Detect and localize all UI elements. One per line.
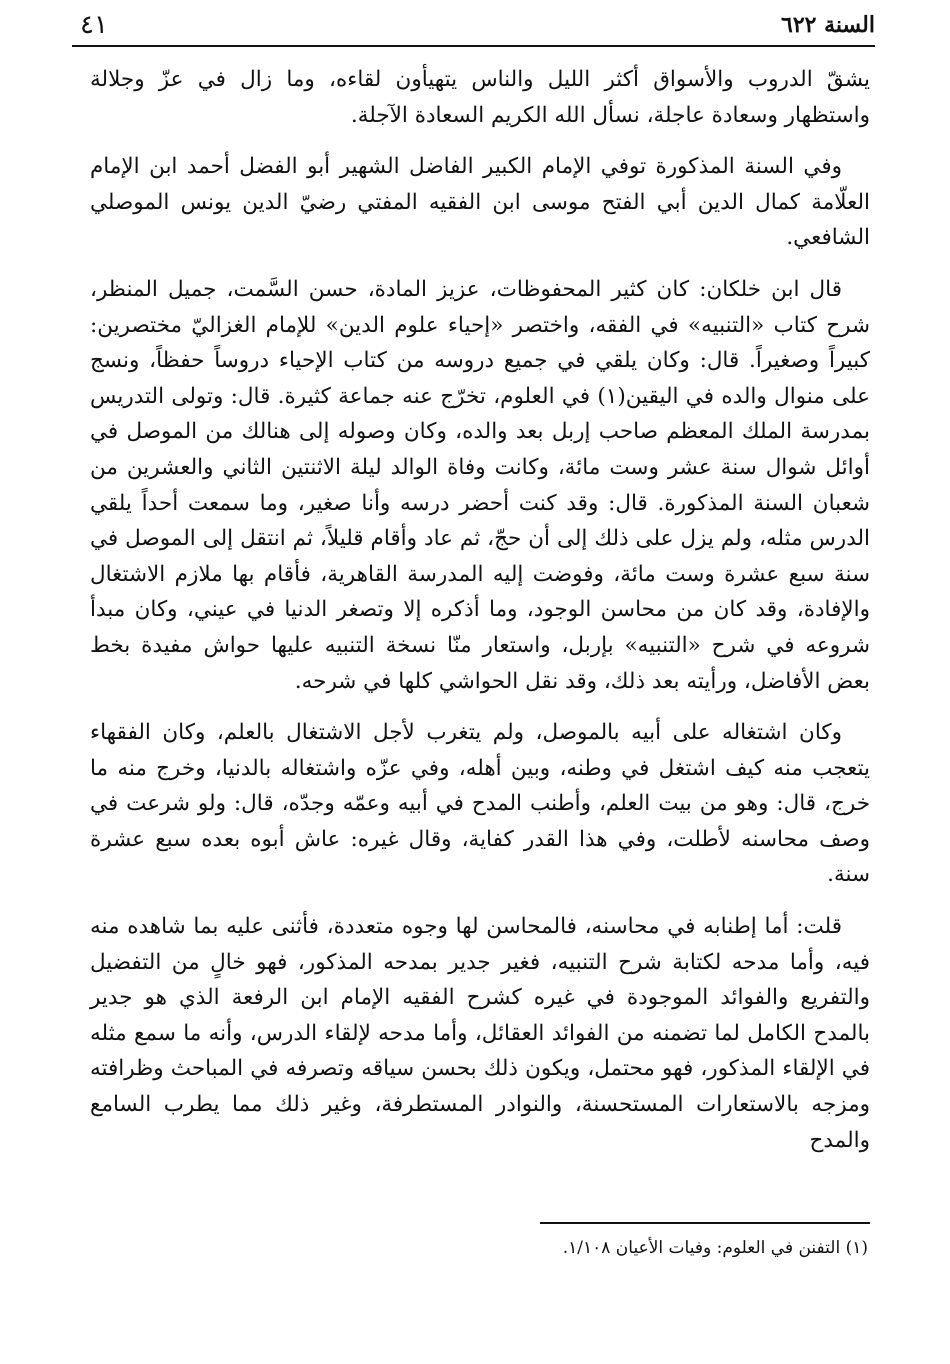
paragraph: وكان اشتغاله على أبيه بالموصل، ولم يتغرب لأجل الاشتغال بالعلم، وكان الفقهاء يتعجب منه كيف اشتغل في وطنه، وبين أهله، وفي عزّه واشتغاله بالدنيا، وخرج منه ما خرج، قال: وهو من بيت العلم، وأطنب المدح في أبيه وعمّه وجدّه، قال: ولو شرعت في وصف محاسنه لأطلت، وفي هذا القدر كفاية، وقال غيره: عاش أبوه بعده سبع عشرة سنة. (90, 720, 870, 888)
header-rule (72, 45, 875, 47)
paragraph: قال ابن خلكان: كان كثير المحفوظات، عزيز المادة، حسن السَّمت، جميل المنظر، شرح كتاب «التنبيه» في الفقه، واختصر «إحياء علوم الدين» للإمام الغزاليّ مختصرين: كبيراً وصغيراً. قال: وكان يلقي في جميع دروسه من كتاب الإحياء دروساً حفظاً، ونسج على منوال والده في اليقين(١) في العلوم، تخرّج عنه جماعة كثيرة. قال: وتولى التدريس بمدرسة الملك المعظم صاحب إربل بعد والده، وكان وصوله إلى هنالك من الموصل في أوائل شوال سنة عشر وست مائة، وكانت وفاة الوالد ليلة الاثنتين الثاني والعشرين من شعبان السنة المذكورة. قال: وقد كنت أحضر درسه وأنا صغير، وما سمعت أحداً يلقي الدرس مثله، ولم يزل على ذلك إلى أن حجّ، ثم عاد وأقام قليلاً، ثم انتقل إلى الموصل في سنة سبع عشرة وست مائة، وفوضت إليه المدرسة القاهرية، فأقام بها ملازم الاشتغال والإفادة، وقد كان من محاسن الوجود، وما أذكره إلا وتصغر الدنيا في عيني، وكان مبدأ شروعه في شرح «التنبيه» بإربل، واستعار منّا نسخة التنبيه عليها حواش مفيدة بخط بعض الأفاضل، ورأيته بعد ذلك، وقد نقل الحواشي كلها في شرحه. (90, 276, 870, 694)
footnote: (١) التفنن في العلوم: وفيات الأعيان ١/١٠٨. (562, 1238, 868, 1258)
paragraph: وفي السنة المذكورة توفي الإمام الكبير الفاضل الشهير أبو الفضل أحمد ابن الإمام العلّامة كمال الدين أبي الفتح موسى ابن الفقيه المفتي رضيّ الدين يونس الموصلي الشافعي. (90, 154, 870, 251)
paragraph: يشقّ الدروب والأسواق أكثر الليل والناس يتهيأون لقاءه، وما زال في عزّ وجلالة واستظهار وسعادة عاجلة، نسأل الله الكريم السعادة الآجلة. (90, 67, 870, 128)
header-title: السنة ٦٢٢ (781, 12, 875, 38)
footnote-rule (540, 1222, 870, 1224)
main-text (90, 62, 870, 1174)
page-number: ٤١ (80, 10, 108, 40)
paragraph: قلت: أما إطنابه في محاسنه، فالمحاسن لها وجوه متعددة، فأثنى عليه بما شاهده منه فيه، وأما مدحه لكتابة شرح التنبيه، فغير جدير بمدحه المذكور، فهو خالٍ من التفضيل والتفريع والفوائد الموجودة في غيره كشرح الفقيه الإمام ابن الرفعة الذي هو جدير بالمدح الكامل لما تضمنه من الفوائد العقائل، وأما مدحه لإلقاء الدرس، وأنه ما سمع مثله في الإلقاء المذكور، فهو محتمل، ويكون ذلك بحسن سياقه وتصرفه في المباحث وظرافته ومزجه بالاستعارات المستحسنة، والنوادر المستطرفة، وغير ذلك مما يطرب السامع والمدح (90, 914, 870, 1153)
running-header (72, 10, 875, 42)
